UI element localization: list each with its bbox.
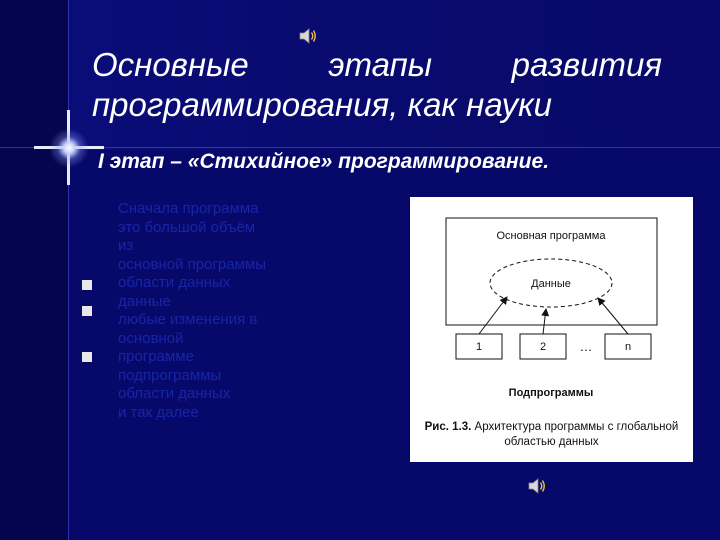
body-line: это большой объём <box>118 218 256 236</box>
body-line: основной <box>118 329 184 347</box>
slide-title-line-2: программирования, как науки <box>92 86 553 123</box>
main-program-label: Основная программа <box>496 230 606 242</box>
body-line: из <box>118 237 134 254</box>
arrow-1-to-data <box>479 297 507 334</box>
title-word-1: Основные <box>92 46 249 83</box>
title-word-3: развития <box>511 46 662 83</box>
body-line: и так далее <box>118 403 199 421</box>
arrow-n-to-data <box>598 298 628 334</box>
speaker-icon[interactable] <box>298 26 318 46</box>
slide-subtitle: I этап – «Стихийное» программирование. <box>98 150 550 173</box>
figure-caption-text: Архитектура программы с глобальной областью данных <box>474 421 679 448</box>
subroutine-label-1: 1 <box>475 341 483 353</box>
body-line: области данных <box>118 385 231 402</box>
decor-vertical-line <box>68 0 69 540</box>
slide-body-text <box>118 200 368 422</box>
body-line: Сначала программа <box>118 200 259 217</box>
speaker-icon[interactable] <box>527 476 547 496</box>
body-line: данные <box>118 292 171 310</box>
subroutines-heading: Подпрограммы <box>508 387 594 399</box>
lens-flare-decoration <box>49 128 89 168</box>
body-line: основной программы <box>118 255 266 273</box>
body-line: любые изменения в <box>118 311 258 328</box>
decor-horizontal-line <box>0 147 720 148</box>
architecture-figure <box>410 197 693 462</box>
body-line: области данных <box>118 274 231 291</box>
background-left-panel <box>0 0 68 540</box>
subroutine-label-n: n <box>624 341 632 353</box>
body-line: подпрограммы <box>118 366 222 384</box>
square-bullet-icon <box>82 306 92 316</box>
square-bullet-icon <box>82 352 92 362</box>
subroutine-ellipsis: … <box>579 339 593 354</box>
arrow-2-to-data <box>543 309 546 334</box>
data-label: Данные <box>531 278 571 290</box>
figure-caption <box>410 420 693 450</box>
slide-title-line-1 <box>92 46 662 84</box>
square-bullet-icon <box>82 280 92 290</box>
body-line: программе <box>118 348 194 365</box>
subroutine-label-2: 2 <box>539 341 547 353</box>
figure-caption-prefix: Рис. 1.3. <box>424 421 472 433</box>
title-word-2: этапы <box>328 46 433 83</box>
